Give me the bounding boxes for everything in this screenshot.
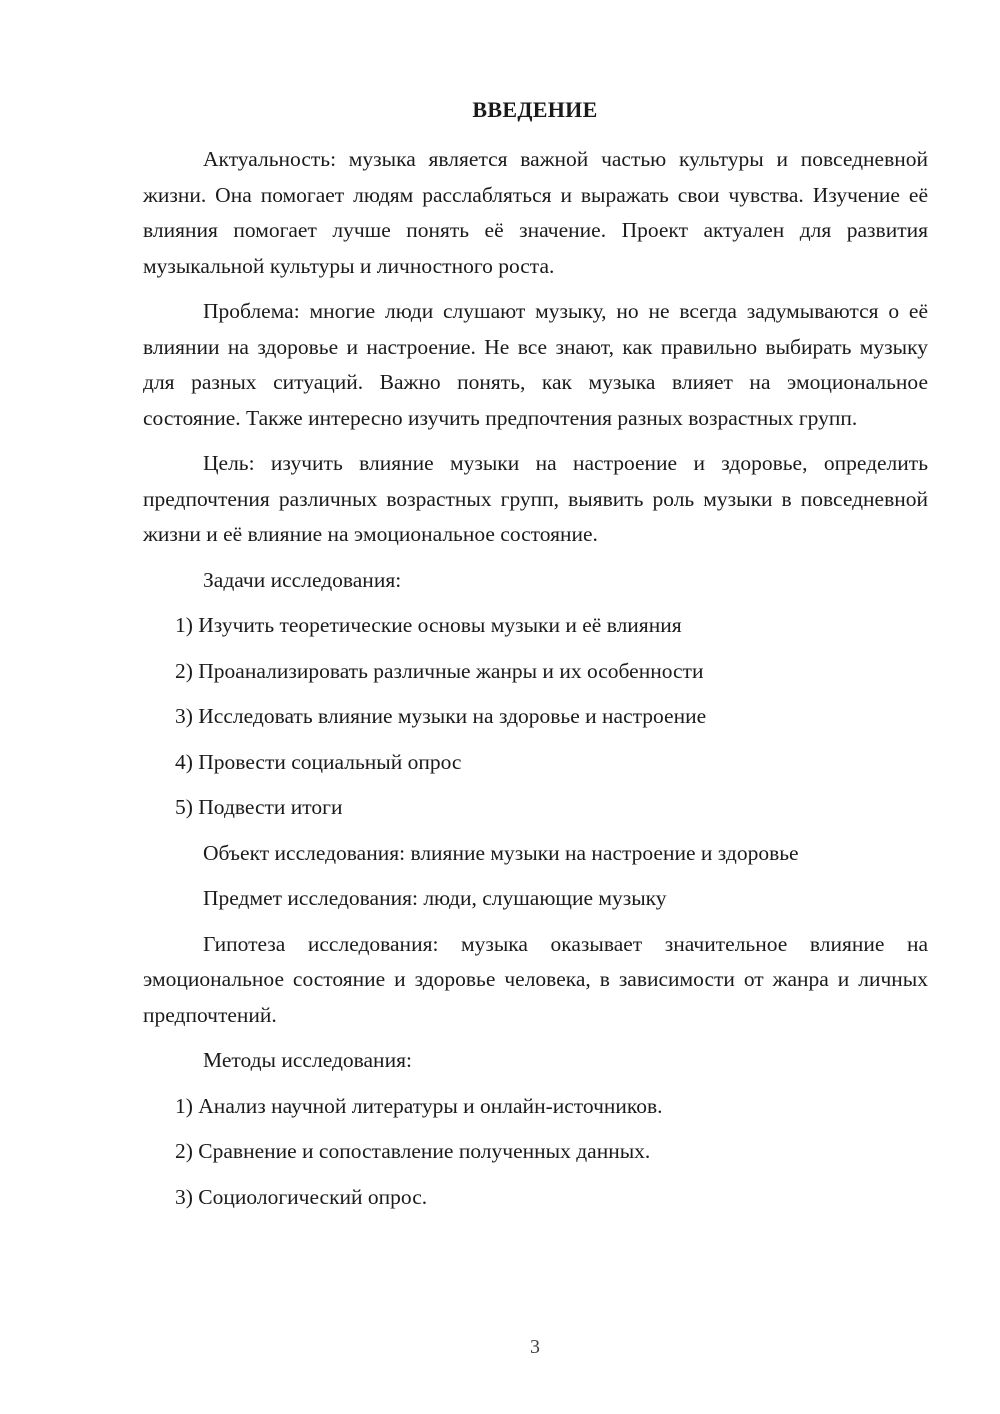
subject-line: Предмет исследования: люди, слушающие музыку xyxy=(203,886,667,910)
methods-title: Методы исследования: xyxy=(203,1048,412,1072)
relevance-paragraph: Актуальность: музыка является важной частью культуры и повседневной жизни. Она помогает людям расслабляться и выражать свои чувства. Изучение её влияния помогает лучше понять её значение. Проект актуален для развития музыкальной культуры и личностного роста. xyxy=(143,147,928,278)
problem-paragraph: Проблема: многие люди слушают музыку, но не всегда задумываются о её влиянии на здоровье и настроение. Не все знают, как правильно выбирать музыку для разных ситуаций. Важно понять, как музыка влияет на эмоциональное состояние. Также интересно изучить предпочтения разных возрастных групп. xyxy=(143,299,928,430)
task-item: 3) Исследовать влияние музыки на здоровье и настроение xyxy=(175,704,707,728)
hypothesis-paragraph: Гипотеза исследования: музыка оказывает значительное влияние на эмоциональное состояние и здоровье человека, в зависимости от жанра и личных предпочтений. xyxy=(143,931,928,1027)
task-item: 2) Проанализировать различные жанры и их особенности xyxy=(175,658,704,683)
method-item: 1) Анализ научной литературы и онлайн-источников. xyxy=(175,1093,663,1118)
task-item: 4) Провести социальный опрос xyxy=(175,749,462,774)
page-number: 3 xyxy=(530,1336,540,1358)
task-item: 5) Подвести итоги xyxy=(175,795,343,819)
goal-paragraph: Цель: изучить влияние музыки на настроение и здоровье, определить предпочтения различных возрастных групп, выявить роль музыки в повседневной жизни и её влияние на эмоциональное состояние. xyxy=(143,451,928,546)
method-item: 3) Социологический опрос. xyxy=(175,1184,428,1209)
page-heading: ВВЕДЕНИЕ xyxy=(472,97,598,122)
methods-list xyxy=(143,1089,928,1216)
method-item: 2) Сравнение и сопоставление полученных данных. xyxy=(175,1139,651,1163)
object-line: Объект исследования: влияние музыки на настроение и здоровье xyxy=(203,840,799,865)
tasks-list xyxy=(143,608,928,826)
document-body xyxy=(143,142,928,1215)
task-item: 1) Изучить теоретические основы музыки и её влияния xyxy=(175,613,682,637)
tasks-title: Задачи исследования: xyxy=(203,567,402,592)
